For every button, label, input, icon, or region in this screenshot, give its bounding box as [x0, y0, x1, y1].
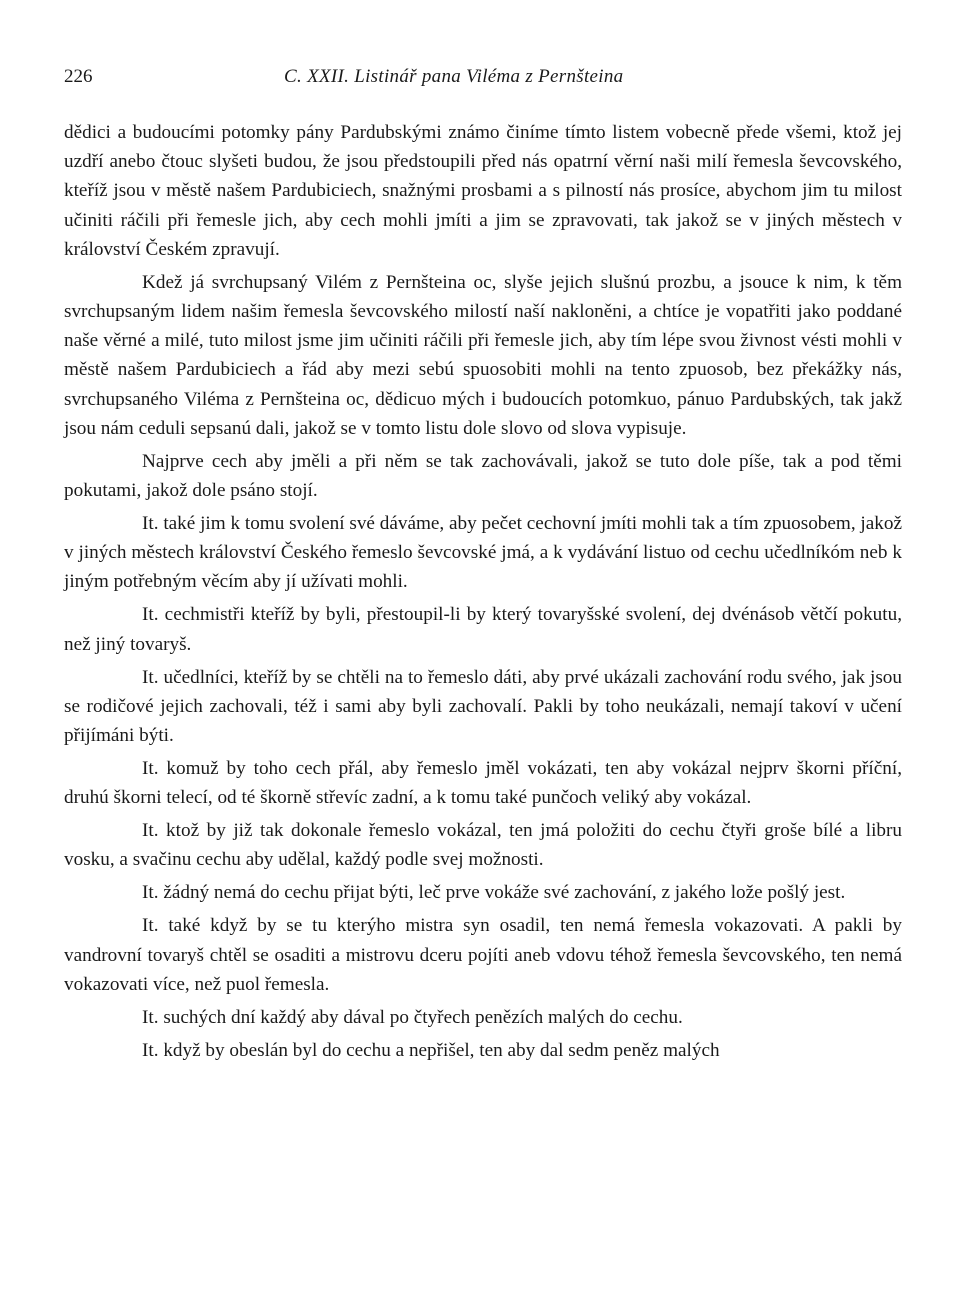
- document-body: [64, 118, 902, 1065]
- paragraph: It. když by obeslán byl do cechu a nepřišel, ten aby dal sedm peněz malých: [142, 1039, 720, 1061]
- paragraph: It. žádný nemá do cechu přijat býti, leč prve vokáže své zachování, z jakého lože pošlý jest.: [142, 882, 846, 904]
- paragraph: It. také jim k tomu svolení své dáváme, aby pečet cechovní jmíti mohli tak a tím zpuosobem, jakož v jiných městech království Českého řemeslo ševcovské jmá, a k vydávání listuo od cechu učedlníkóm neb k jiným potřebným věcím aby jí užívati mohli.: [64, 513, 902, 593]
- page-header: [64, 66, 902, 96]
- paragraph: It. cechmistři kteříž by byli, přestoupil-li by který tovaryšské svolení, dej dvénásob větčí pokutu, než jiný tovaryš.: [64, 604, 902, 655]
- paragraph: It. ktož by již tak dokonale řemeslo vokázal, ten jmá položiti do cechu čtyři groše bílé a libru vosku, a svačinu cechu aby udělal, každý podle svej možnosti.: [64, 820, 902, 871]
- paragraph: It. učedlníci, kteříž by se chtěli na to řemeslo dáti, aby prvé ukázali zachování rodu svého, jak jsou se rodičové jejich zachovali, též i sami aby byli zachovalí. Pakli by toho neukázali, nemají takoví v učení přijímáni býti.: [64, 666, 902, 747]
- paragraph: Najprve cech aby jměli a při něm se tak zachovávali, jakož se tuto dole píše, tak a pod těmi pokutami, jakož dole psáno stojí.: [64, 450, 902, 502]
- paragraph: It. suchých dní každý aby dával po čtyřech penězích malých do cechu.: [142, 1006, 683, 1028]
- running-title: C. XXII. Listinář pana Viléma z Pernšteina: [284, 66, 624, 87]
- paragraph: It. také když by se tu kterýho mistra syn osadil, ten nemá řemesla vokazovati. A pakli by vandrovní tovaryš chtěl se osaditi a mistrovu dceru pojíti aneb vdovu téhož řemesla ševcovského, ten nemá vokazovati více, než puol řemesla.: [64, 915, 902, 995]
- paragraph: dědici a budoucími potomky pány Pardubskými známo činíme tímto listem vobecně přede všemi, ktož jej uzdří anebo čtouc slyšeti budou, že jsou předstoupili před nás opatrní věrní naši milí řemesla ševcovského, kteříž jsou v městě našem Pardubiciech, snažnými prosbami a s pilností nás prosíce, abychom jim tu milost učiniti ráčili při řemesle jich, aby cech mohli jmíti a jim se zpravovati, tak jakož se v jiných městech v království Českém zpravují.: [64, 122, 902, 260]
- page-number: 226: [64, 66, 93, 87]
- paragraph: It. komuž by toho cech přál, aby řemeslo jměl vokázati, ten aby vokázal nejprv škorni příční, druhú škorni telecí, od té škorně střevíc zadní, a k tomu také punčoch veliký aby vokázal.: [64, 758, 902, 809]
- paragraph: Kdež já svrchupsaný Vilém z Pernšteina oc, slyše jejich slušnú prozbu, a jsouce k nim, k těm svrchupsaným lidem našim řemesla ševcovského milostí naší nakloněni, a chtíce je vopatřiti jako poddané naše věrné a milé, tuto milost jsme jim učiniti ráčili při řemesle jich, aby tím lépe svou živnost vésti mohli v městě našem Pardubiciech a řád aby mezi sebú spuosobiti mohli na tento zpuosob, bez překážky nás, svrchupsaného Viléma z Pernšteina oc, dědicuo mých i budoucích potomkuo, pánuo Pardubských, tak jakž jsou nám ceduli sepsanú dali, jakož se v tomto listu dole slovo od slova vypisuje.: [64, 271, 902, 439]
